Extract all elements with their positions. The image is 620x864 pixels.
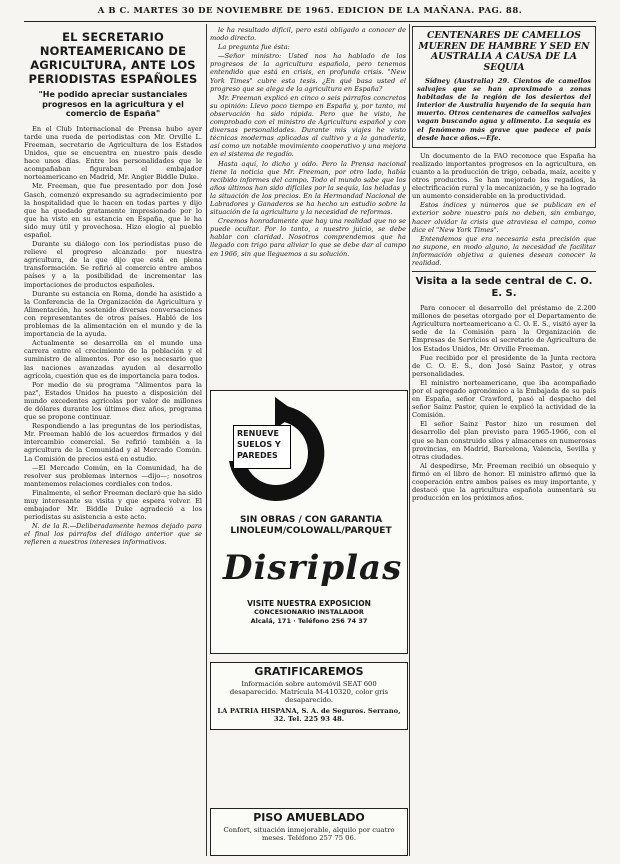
paragraph: Al despedirse, Mr. Freeman recibió un obsequio y firmó en el libro de honor. El ministro afirmó que la cooperación entre ambos países es muy importante, y destacó que la agricultura española aumentará su producción en los próximos años. (412, 461, 596, 503)
paragraph: Para conocer el desarrollo del préstamo de 2.200 millones de pesetas otorgado por el Departamento de Agricultura norteamericano a C. O. E. S., visitó ayer la sede de la Comisión para la Organización de Empresas de Servicios el secretario de Agricultura de los Estados Unidos, Mr. Orville Freeman. (412, 304, 596, 353)
classified-ad (210, 808, 408, 856)
ad-slogan-line: LINOLEUM/COLOWALL/PARQUET (230, 526, 392, 536)
paragraph: La pregunta fue ésta: (218, 43, 290, 52)
advertisement (210, 390, 408, 654)
article-subtitle: "He podido apreciar sustanciales progresos en la agricultura y el comercio de España" (38, 90, 188, 119)
running-head: A B C. MARTES 30 DE NOVIEMBRE DE 1965. EDICION DE LA MAÑANA. PAG. 88. (97, 6, 523, 16)
ad-expo-line: Alcalá, 171 · Teléfono 256 74 37 (250, 617, 368, 625)
article-column-2 (210, 26, 406, 384)
classified-text: Confort, situación inmejorable, alquilo por cuatro meses. Teléfono 257 75 06. (223, 826, 395, 842)
brand-logo: Disriplas (223, 548, 403, 588)
paragraph: En el Club Internacional de Prensa hubo ayer tarde una rueda de periodistas con Mr. Orville L. Freeman, secretario de Agricultura de los Estados Unidos, que se encuentra en nuestro país desde hace unos días. Entre los personalidades que le acompañaban figuraban el embajador norteamericano en Madrid, Mr. Angier Biddle Duke. (24, 124, 202, 182)
classified-heading: GRATIFICAREMOS (254, 665, 364, 678)
paragraph: Fue recibido por el presidente de la Junta rectora de C. O. E. S., don José Sainz Pastor, y otras personalidades. (412, 353, 596, 378)
paragraph: Durante su estancia en Roma, donde ha asistido a la Conferencia de la Organización de Agricultura y Alimentación, ha sostenido diversas conversaciones con representantes de otros países. Habló de los problemas de la alimentación en el mundo y de la importancia de la ayuda. (24, 289, 202, 339)
column-divider (409, 24, 410, 856)
paragraph: El ministro norteamericano, que iba acompañado por el agregado agronómico a la Embajada de su país en España, señor Crawford, pasó al despacho del señor Sainz Pastor, quien le explicó la actividad de la Comisión. (412, 378, 596, 420)
ad-slogan-line: SIN OBRAS / CON GARANTIA (239, 515, 383, 525)
classified-ad (210, 662, 408, 730)
article-title: EL SECRETARIO NORTEAMERICANO DE AGRICULTURA, ANTE LOS PERIODISTAS ESPAÑOLES (28, 30, 198, 86)
ad-expo-line: VISITE NUESTRA EXPOSICION (247, 599, 371, 608)
classified-heading: PISO AMUEBLADO (253, 811, 365, 824)
paragraph: Un documento de la FAO reconoce que España ha realizado importantes progresos en la agricultura, en cuanto a la producción de trigo, cebada, maíz, aceite y otros productos. Se han mejorado los regadíos, la electrificación rural y la mecanización, y se ha logrado un aumento considerable en la productividad. (412, 151, 596, 201)
renew-box: RENUEVE SUELOS Y PAREDES (233, 425, 291, 469)
section-rule (412, 271, 596, 272)
paragraph: Mr. Freeman, que fue presentado por don José Gasch, comenzó expresando su agradecimiento por la hospitalidad que le hacen en todas partes y dijo que ha quedado gratamente impresionado por lo que ha visto en su estancia en España, que le ha sido muy útil y provechosa. Hizo elogio al pueblo español. (24, 182, 202, 239)
column-divider (206, 24, 207, 856)
paragraph: Respondiendo a las preguntas de los periodistas, Mr. Freeman habló de los acuerdos firmados y del intercambio comercial. Se refirió también a la agricultura de la Comunidad y al Mercado Común. La Comisión de precios está en estudio. (24, 422, 202, 463)
news-box-title: CENTENARES DE CAMELLOS MUEREN DE HAMBRE Y SED EN AUSTRALIA A CAUSA DE LA SEQUIA (418, 30, 590, 73)
paragraph: Finalmente, el señor Freeman declaró que ha sido muy interesante su visita y que espera volver. El embajador Mr. Biddle Duke agradeció a los periodistas su asistencia a este acto. (24, 488, 202, 522)
paragraph: Durante su diálogo con los periodistas puso de relieve el progreso alcanzado por nuestra agricultura, de la que dijo que está en plena transformación. Se refirió al comercio entre ambos países y a la posibilidad de incrementar las importaciones de productos españoles. (24, 240, 202, 289)
paragraph: Mr. Freeman explicó en cinco o seis párrafos concretos su opinión: Llevo poco tiempo en España y, por tanto, mi observación ha sido rápida. Pero que he visto, he comprobado con el ministro de Agricultura español y con diversas personalidades. Durante mis viajes he visto técnicas modernas aplicadas al cultivo y a la ganadería, así como un notable movimiento cooperativo y una mejora en el sistema de regadío. (210, 93, 406, 159)
paragraph: El señor Sainz Pastor hizo un resumen del desarrollo del plan previsto para 1965-1966, con el que se han construido silos y almacenes en numerosas provincias, en Madrid, Barcelona, Valencia, Sevilla y otras ciudades. (412, 420, 596, 461)
paragraph: Creemos honradamente que hay una realidad que no se puede ocultar. Por lo tanto, a nuestro juicio, se debe hablar con claridad. Nosotros comprendemos que ha llegado con trigo para aliviar lo que se debe dar al campo en 1966, sin que lleguemos a su solución. (210, 217, 406, 258)
ad-exposition (221, 599, 397, 626)
paragraph: —Señor ministro: Usted nos ha hablado de los progresos de la agricultura española, pero tenemos entendido que está en crisis, en profunda crisis. "New York Times" cubre esta tesis. ¿En qué basa usted el progreso que se alega de la agricultura en España? (210, 52, 406, 93)
classified-contact: LA PATRIA HISPANA, S. A. de Seguros. Serrano, 32. Tel. 225 93 48. (217, 707, 401, 723)
paragraph: Hasta aquí, lo dicho y oído. Pero la Prensa nacional tiene la noticia que Mr. Freeman, por otro lado, había recibido informes del campo. Todo el mundo sabe que los años últimos han sido difíciles por la sequía, las heladas y la situación de los precios. En la Hermandad Nacional de Labradores y Ganaderos se ha hecho un estudio sobre la situación de la agricultura y la necesidad de reformas. (210, 159, 406, 217)
article-column-3 (412, 26, 596, 862)
paragraph: —El Mercado Común, en la Comunidad, ha de resolver sus problemas internos —dijo—; nosotros mantenemos relaciones cordiales con todos. (24, 463, 202, 488)
ad-slogan (221, 515, 401, 537)
classified-text: Información sobre automóvil SEAT 600 desaparecido. Matrícula M-410320, color gris desaparecido. (229, 680, 389, 704)
paragraph: Actualmente se desarrolla en el mundo una carrera entre el crecimiento de la población y el suministro de alimentos. Por eso es necesario que las naciones avanzadas ayuden al desarrollo agrícola, cuestión que es de importancia para todos. (24, 339, 202, 380)
editor-note: N. de la R.—Deliberadamente hemos dejado para el final los párrafos del diálogo anterior que se refieren a nuestros intereses informativos. (24, 522, 202, 547)
paragraph: le ha resultado difícil, pero está obligado a conocer de modo directo. (210, 26, 406, 43)
section-title: Visita a la sede central de C. O. E. S. (415, 276, 593, 300)
paragraph: Por medio de su programa "Alimentos para la paz", Estados Unidos ha puesto a disposición del mundo excedentes agrícolas por valor de millones de dólares durante los últimos diez años, programa que se propone continuar. (24, 380, 202, 422)
header-rule (24, 21, 596, 22)
ad-expo-line: CONCESIONARIO INSTALADOR (254, 608, 364, 616)
news-box (412, 26, 596, 148)
paragraph: Estos índices y números que se publican en el exterior sobre nuestro país no deben, sin embargo, hacer olvidar la crisis que atraviesa el campo, como dice el "New York Times". (412, 201, 596, 234)
article-column-1 (24, 26, 202, 856)
paragraph: Entendemos que era necesaria esta precisión que no supone, en modo alguno, la necesidad de facilitar información objetiva a quienes desean conocer la realidad. (412, 234, 596, 267)
news-box-text: Sídney (Australia) 29. Cientos de camellos salvajes que se han aproximado a zonas habitadas de la región de los desiertos del interior de Australia huyendo de la sequía han muerto. Otros centenares de camellos salvajes vagan buscando agua y alimento. La sequía es el fenómeno más grave que padece el país desde hace años.—Efe. (417, 77, 591, 142)
